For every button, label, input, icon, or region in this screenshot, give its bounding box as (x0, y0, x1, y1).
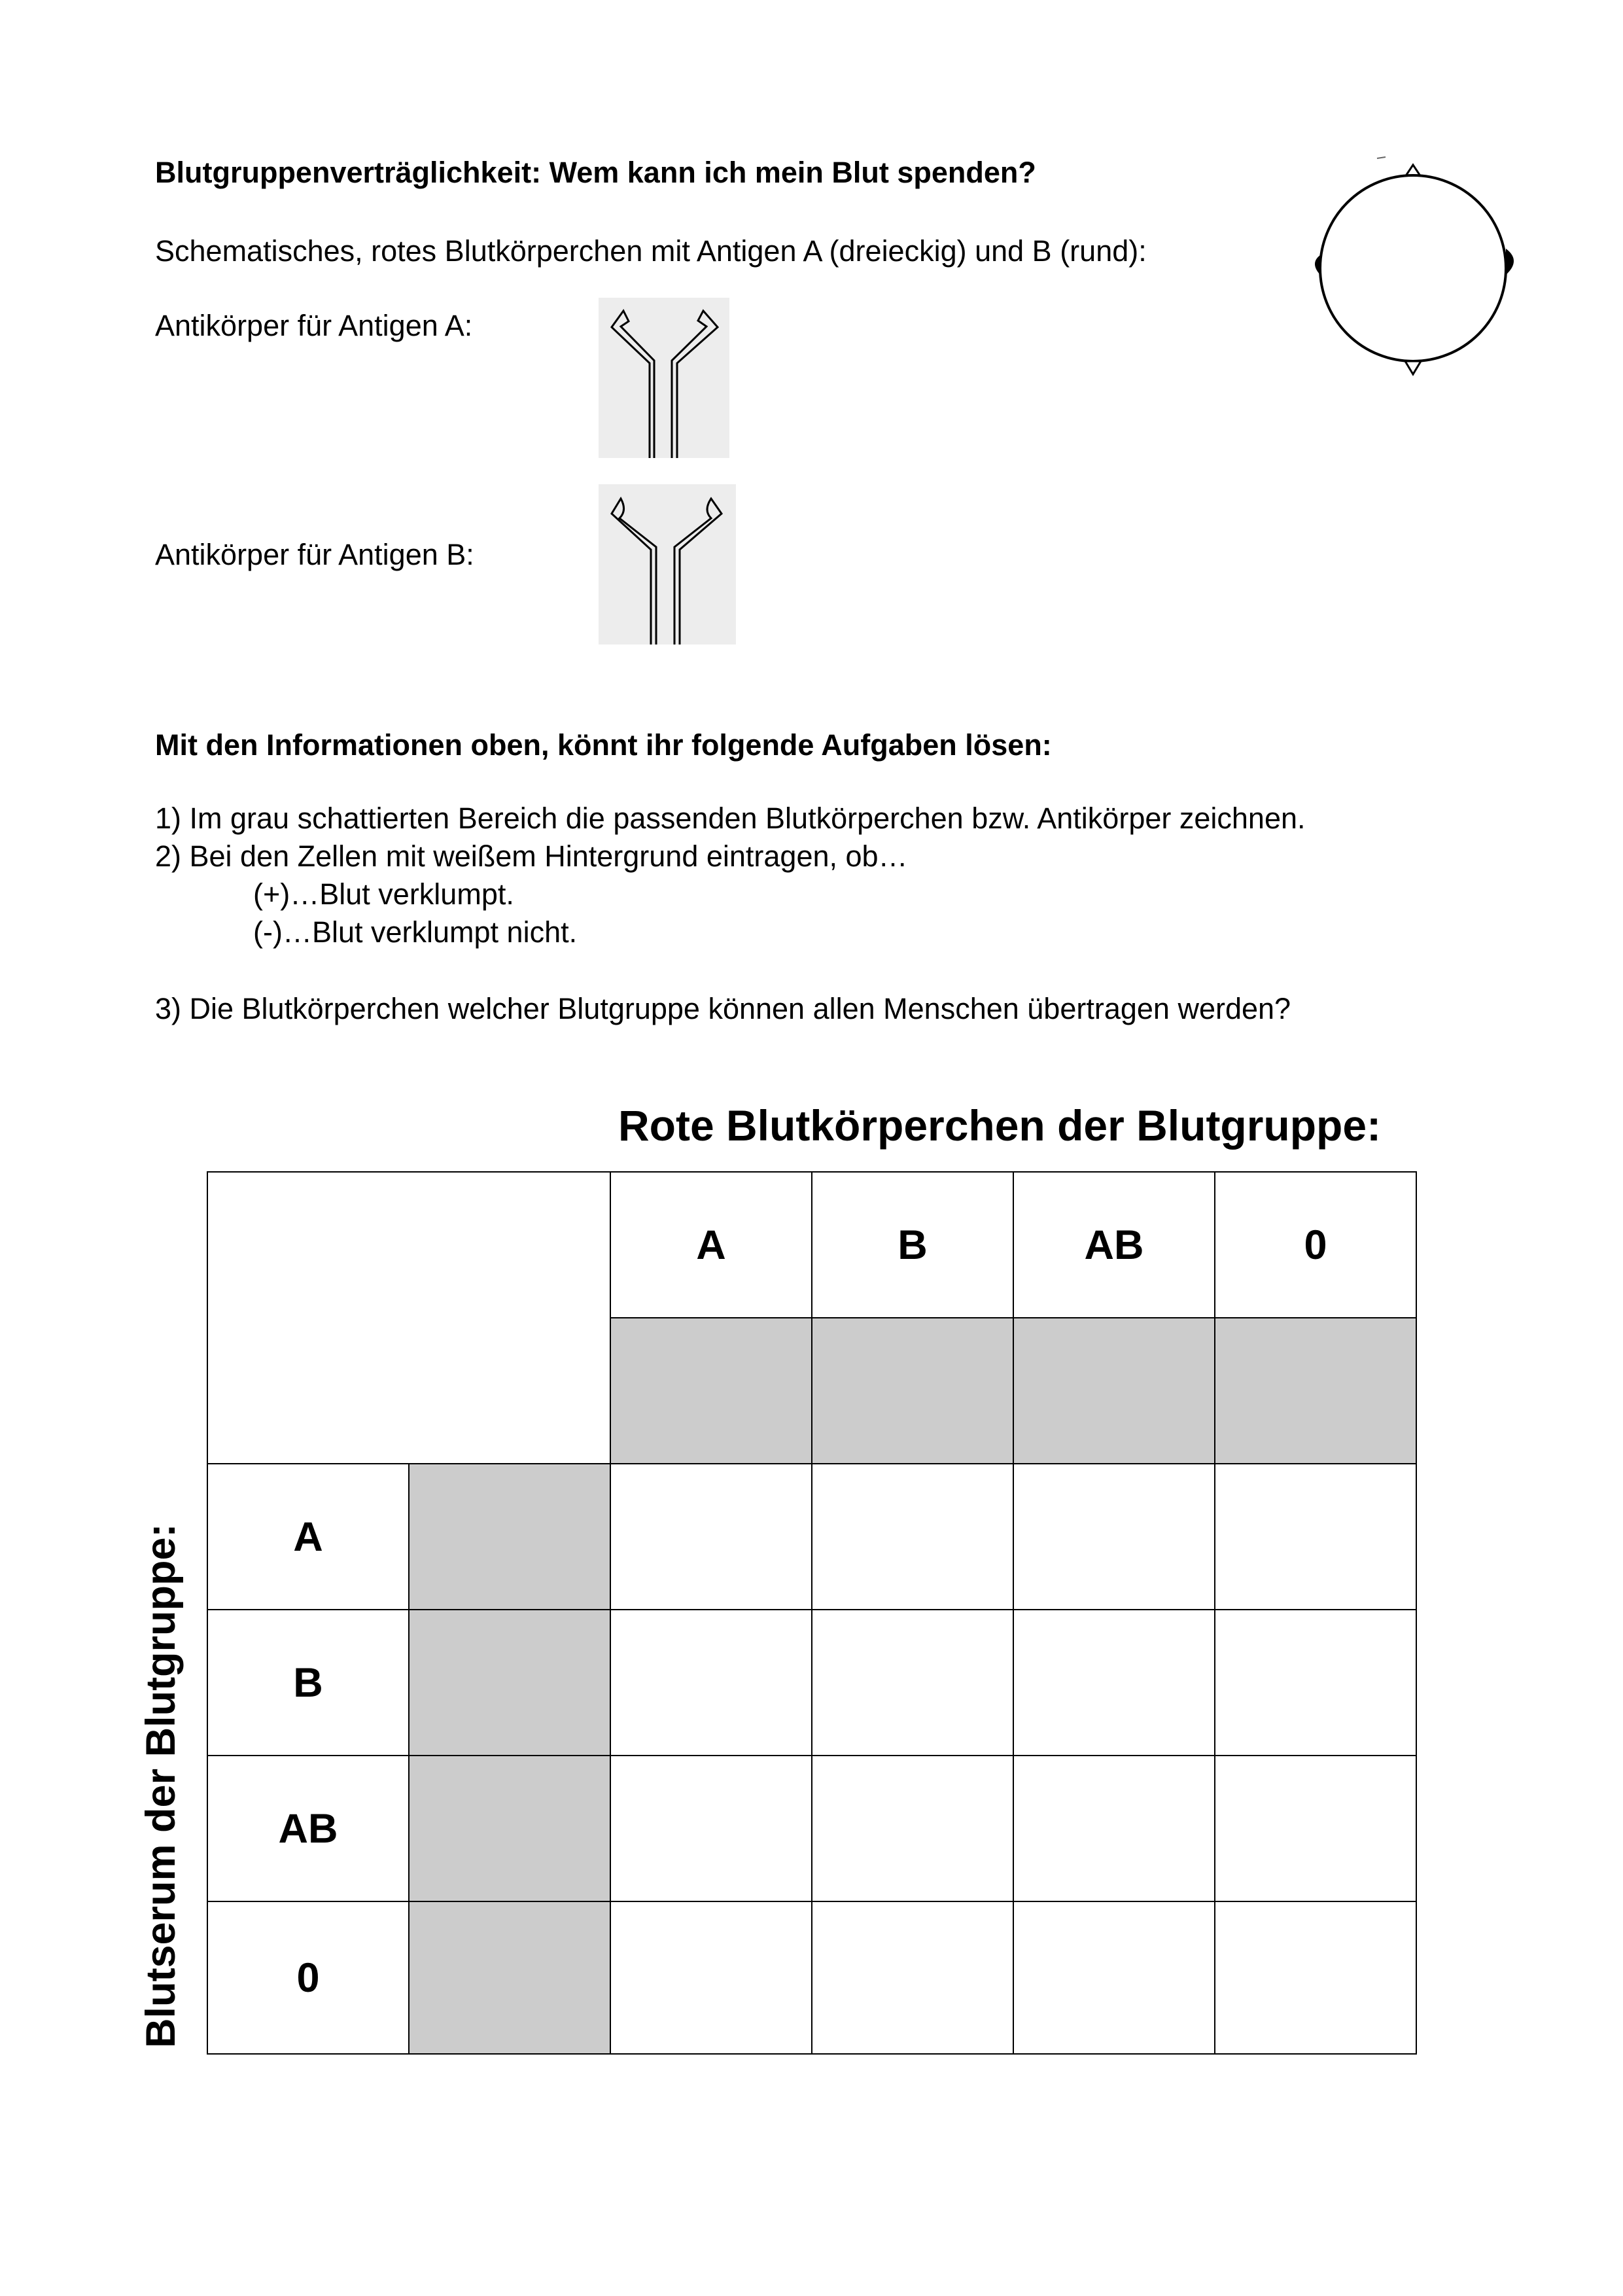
antibody-a-label: Antikörper für Antigen A: (155, 309, 473, 342)
answer-cell[interactable] (610, 1464, 812, 1610)
row-header: A (207, 1464, 409, 1610)
antibody-b-icon (599, 484, 736, 645)
table-row (207, 1610, 1416, 1756)
antigen-b-right-icon (1506, 249, 1514, 275)
answer-cell[interactable] (1013, 1610, 1215, 1756)
drawing-cell[interactable] (409, 1756, 610, 1901)
answer-cell[interactable] (1013, 1901, 1215, 2054)
table-row (207, 1464, 1416, 1610)
answer-cell[interactable] (812, 1610, 1013, 1756)
antibody-a-icon (599, 298, 729, 458)
column-header: 0 (1215, 1172, 1416, 1318)
row-header: AB (207, 1756, 409, 1901)
column-header: B (812, 1172, 1013, 1318)
table-row-title: Blutserum der Blutgruppe: (138, 1523, 184, 2048)
antibody-b-image (599, 484, 736, 645)
answer-cell[interactable] (812, 1756, 1013, 1901)
answer-cell[interactable] (1013, 1756, 1215, 1901)
column-header: AB (1013, 1172, 1215, 1318)
drawing-cell[interactable] (409, 1464, 610, 1610)
antibody-b-label: Antikörper für Antigen B: (155, 538, 474, 571)
answer-cell[interactable] (1215, 1756, 1416, 1901)
compatibility-table (207, 1171, 1417, 2055)
antigen-a-bottom-icon (1405, 361, 1421, 374)
answer-cell[interactable] (1215, 1610, 1416, 1756)
column-header: A (610, 1172, 812, 1318)
task-2: 2) Bei den Zellen mit weißem Hintergrund eintragen, ob… (155, 839, 908, 873)
page-title: Blutgruppenverträglichkeit: Wem kann ich mein Blut spenden? (155, 156, 1036, 189)
answer-cell[interactable] (610, 1610, 812, 1756)
table-header-row (207, 1172, 1416, 1318)
drawing-cell[interactable] (1013, 1318, 1215, 1464)
cell-membrane (1320, 175, 1506, 361)
drawing-cell[interactable] (409, 1901, 610, 2054)
table-row (207, 1901, 1416, 2054)
antigen-b-left-icon (1315, 255, 1320, 275)
task-1: 1) Im grau schattierten Bereich die passenden Blutkörperchen bzw. Antikörper zeichnen. (155, 802, 1306, 835)
answer-cell[interactable] (812, 1901, 1013, 2054)
answer-cell[interactable] (1215, 1464, 1416, 1610)
table-row (207, 1756, 1416, 1901)
task-3: 3) Die Blutkörperchen welcher Blutgruppe können allen Menschen übertragen werden? (155, 992, 1291, 1025)
answer-cell[interactable] (1215, 1901, 1416, 2054)
red-blood-cell-diagram (1302, 150, 1531, 386)
antibody-a-image (599, 298, 729, 458)
schematic-description: Schematisches, rotes Blutkörperchen mit Antigen A (dreieckig) und B (rund): (155, 234, 1147, 268)
drawing-cell[interactable] (812, 1318, 1013, 1464)
row-header: B (207, 1610, 409, 1756)
table-column-title: Rote Blutkörperchen der Blutgruppe: (618, 1101, 1382, 1150)
table-corner-cell (207, 1172, 610, 1464)
row-header: 0 (207, 1901, 409, 2054)
task-2-plus: (+)…Blut verklumpt. (253, 877, 514, 911)
answer-cell[interactable] (1013, 1464, 1215, 1610)
answer-cell[interactable] (610, 1901, 812, 2054)
drawing-cell[interactable] (409, 1610, 610, 1756)
drawing-cell[interactable] (610, 1318, 812, 1464)
task-2-minus: (-)…Blut verklumpt nicht. (253, 915, 578, 949)
tasks-heading: Mit den Informationen oben, könnt ihr folgende Aufgaben lösen: (155, 728, 1052, 762)
drawing-cell[interactable] (1215, 1318, 1416, 1464)
answer-cell[interactable] (610, 1756, 812, 1901)
answer-cell[interactable] (812, 1464, 1013, 1610)
